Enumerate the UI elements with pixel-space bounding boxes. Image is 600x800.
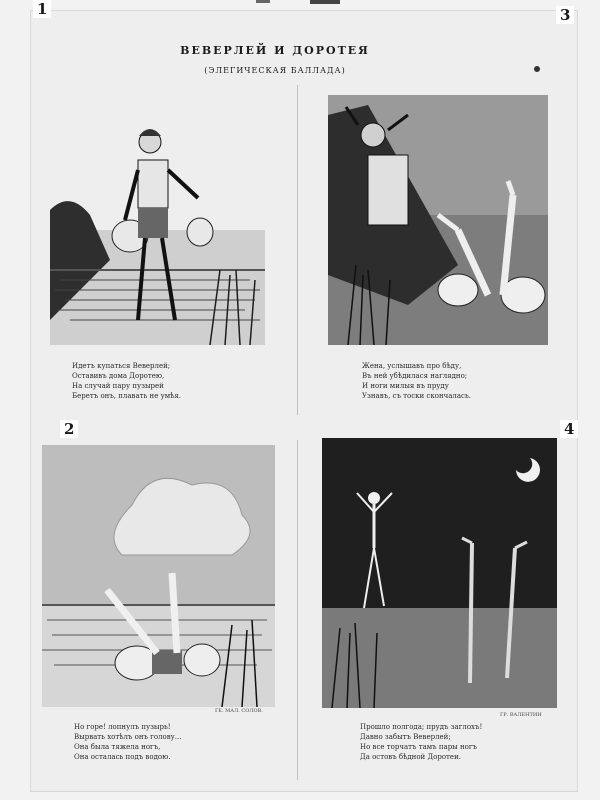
- panel-number-4: 4: [560, 420, 578, 438]
- caption-line: Оставивъ дома Доротею,: [72, 372, 165, 380]
- caption-line: Вырвать хотѣлъ онъ голову...: [74, 733, 182, 741]
- caption-line: Давно забытъ Веверлей;: [360, 733, 451, 741]
- panel-number-2: 2: [60, 420, 78, 438]
- caption-line: Да остовъ бѣдной Доротеи.: [360, 753, 461, 761]
- column-divider: [297, 440, 298, 780]
- artist-signature: ГЕ. МАЛ. СОЛОВ.: [215, 708, 263, 714]
- top-ink-mark: [310, 0, 340, 4]
- illustration-panel-2: [42, 445, 275, 707]
- bather-illustration: [50, 120, 265, 345]
- caption-line: Идетъ купаться Веверлей;: [72, 362, 171, 370]
- caption-panel-4: [360, 722, 530, 762]
- caption-line: Она была тяжела ногъ,: [74, 743, 161, 751]
- page-subtitle: (ЭЛЕГИЧЕСКАЯ БАЛЛАДА): [204, 66, 346, 75]
- caption-line: И ноги милыя въ пруду: [362, 382, 449, 390]
- page-title: ВЕВЕРЛЕЙ И ДОРОТЕЯ: [180, 44, 370, 57]
- illustration-panel-1: [50, 120, 265, 345]
- panel-number-1: 1: [33, 0, 51, 18]
- caption-line: Прошло полгода; прудъ заглохъ!: [360, 723, 483, 731]
- column-divider: [297, 85, 298, 415]
- caption-line: На случай пару пузырей: [72, 382, 164, 390]
- caption-line: Въ ней убѣдилася наглядно;: [362, 372, 468, 380]
- drowning-illustration: [42, 445, 275, 707]
- caption-line: Жена, услышавъ про бѣду,: [362, 362, 462, 370]
- caption-line: Но горе! лопнулъ пузырь!: [74, 723, 171, 731]
- caption-line: Она осталась подъ водою.: [74, 753, 171, 761]
- caption-line: Узнавъ, съ тоски скончалась.: [362, 392, 471, 400]
- illustration-panel-4: [322, 438, 557, 708]
- caption-panel-1: [72, 361, 242, 401]
- panel-number-3: 3: [556, 6, 574, 24]
- caption-line: Но все торчатъ тамъ пары ногъ: [360, 743, 477, 751]
- artist-signature: ГР. ВАЛЕНТИН: [500, 712, 542, 718]
- caption-panel-3: [362, 361, 532, 401]
- top-ink-mark: [256, 0, 270, 3]
- dorothea-illustration: [328, 95, 548, 345]
- skeleton-illustration: [322, 438, 557, 708]
- ink-spot: [534, 66, 540, 72]
- illustration-panel-3: [328, 95, 548, 345]
- caption-panel-2: [74, 722, 244, 762]
- caption-line: Беретъ онъ, плавать не умѣя.: [72, 392, 182, 400]
